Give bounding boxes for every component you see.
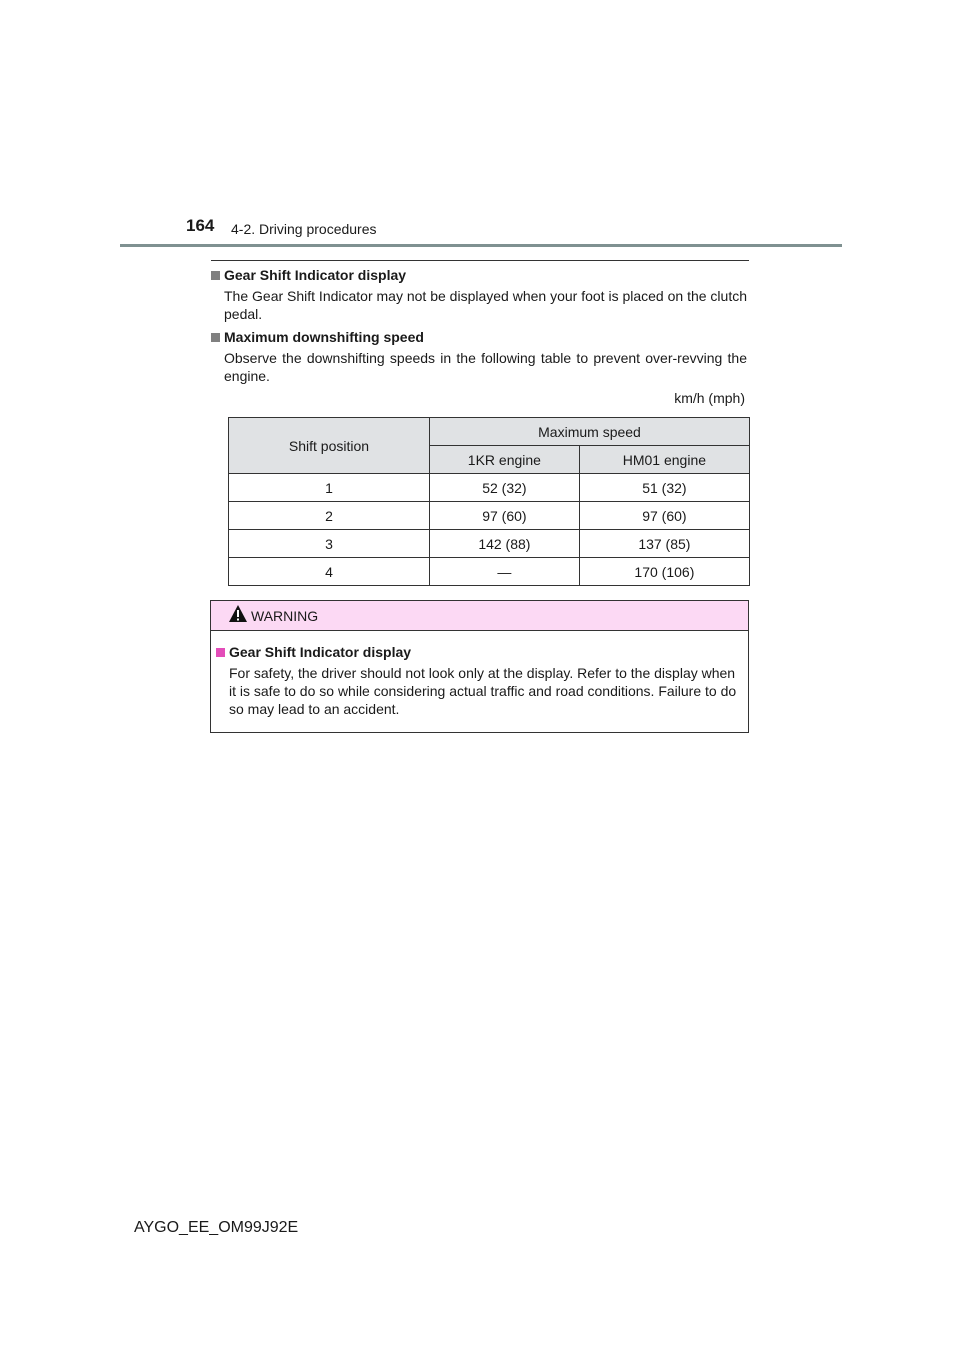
section-title: 4-2. Driving procedures <box>231 221 377 237</box>
warning-box <box>210 600 749 733</box>
header-1kr-engine: 1KR engine <box>430 446 580 474</box>
section-max-downshift <box>211 328 747 385</box>
header-divider <box>120 244 842 247</box>
content-divider <box>211 260 749 261</box>
warning-triangle-icon <box>228 604 248 624</box>
header-hm01-engine: HM01 engine <box>579 446 749 474</box>
cell-1kr: — <box>430 558 580 586</box>
section-body: The Gear Shift Indicator may not be displayed when your foot is placed on the clutch pedal. <box>224 288 747 322</box>
square-bullet-icon <box>211 333 220 342</box>
warning-content <box>211 643 741 718</box>
warning-heading: Gear Shift Indicator display <box>211 643 741 661</box>
cell-1kr: 142 (88) <box>430 530 580 558</box>
warning-label: WARNING <box>251 608 319 624</box>
cell-hm01: 97 (60) <box>579 502 749 530</box>
cell-hm01: 170 (106) <box>579 558 749 586</box>
table-row <box>229 558 750 586</box>
square-bullet-icon <box>216 648 225 657</box>
section-heading: Gear Shift Indicator display <box>211 266 747 284</box>
table-row <box>229 474 750 502</box>
table-row <box>229 502 750 530</box>
header-shift-position: Shift position <box>229 418 430 474</box>
section-gear-shift-indicator <box>211 266 747 323</box>
section-body: Observe the downshifting speeds in the following table to prevent over-revving the engine. <box>224 350 747 384</box>
header-maximum-speed: Maximum speed <box>430 418 750 446</box>
cell-1kr: 52 (32) <box>430 474 580 502</box>
cell-shift: 3 <box>229 530 430 558</box>
cell-1kr: 97 (60) <box>430 502 580 530</box>
square-bullet-icon <box>211 271 220 280</box>
cell-shift: 4 <box>229 558 430 586</box>
cell-shift: 1 <box>229 474 430 502</box>
document-code: AYGO_EE_OM99J92E <box>134 1219 299 1236</box>
table-row <box>229 530 750 558</box>
cell-hm01: 137 (85) <box>579 530 749 558</box>
cell-shift: 2 <box>229 502 430 530</box>
warning-body-text: For safety, the driver should not look only at the display. Refer to the display when it is safe to do so while considering actual traffic and road conditions. Failure to do so may lead to an accident. <box>229 665 737 717</box>
section-heading: Maximum downshifting speed <box>211 328 747 346</box>
cell-hm01: 51 (32) <box>579 474 749 502</box>
page-number: 164 <box>186 216 215 235</box>
downshift-speed-table <box>228 417 750 586</box>
unit-label: km/h (mph) <box>674 390 745 406</box>
warning-header <box>211 601 748 631</box>
